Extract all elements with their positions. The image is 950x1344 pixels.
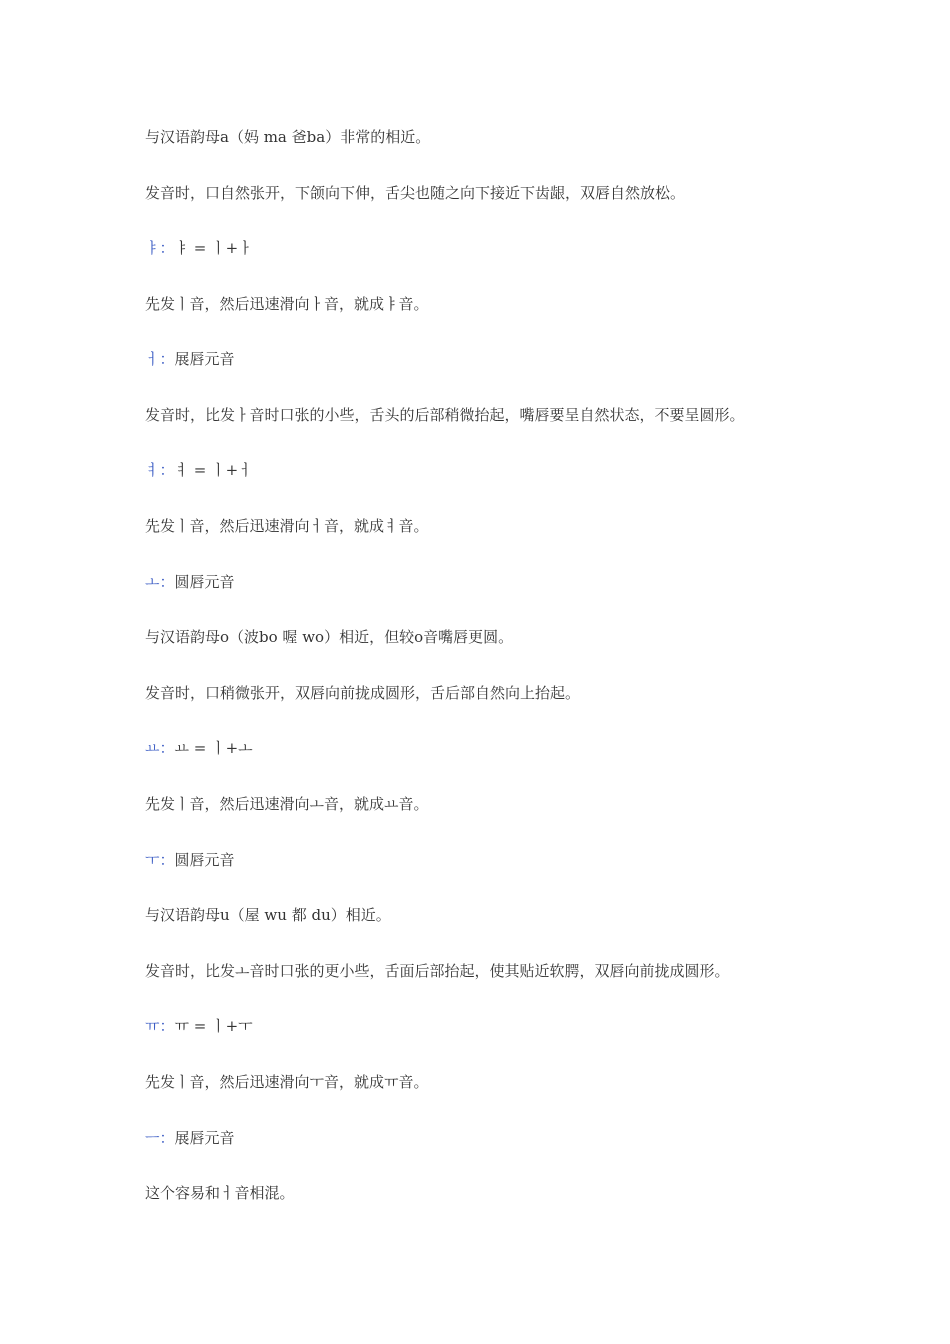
text-line (145, 127, 430, 147)
text-line (145, 405, 745, 425)
line-text: 展唇元音 (174, 1129, 235, 1147)
line-text: 发音时，口自然张开，下颌向下伸，舌尖也随之向下接近下齿龈，双唇自然放松。 (145, 184, 686, 202)
text-line (145, 183, 685, 203)
vowel-label: ㅛ： (145, 739, 175, 757)
vowel-label: ㅜ： (145, 851, 175, 869)
line-text: 先发ㅣ音，然后迅速滑向ㅏ音，就成ㅑ音。 (145, 295, 429, 313)
text-line (145, 961, 730, 981)
text-line (145, 850, 235, 870)
line-text: 圆唇元音 (174, 573, 235, 591)
line-text: ㅠ = ㅣ+ㅜ (174, 1017, 253, 1035)
text-line (145, 294, 428, 314)
vowel-label: ㅕ： (145, 461, 175, 479)
text-line (145, 794, 428, 814)
text-line (145, 1183, 295, 1203)
line-text: ㅛ = ㅣ+ㅗ (174, 739, 253, 757)
vowel-label: ㅠ： (145, 1017, 175, 1035)
text-line (145, 738, 253, 758)
vowel-label: ㅗ： (145, 573, 175, 591)
text-line (145, 516, 428, 536)
line-text: 发音时，比发ㅏ音时口张的小些，舌头的后部稍微抬起，嘴唇要呈自然状态，不要呈圆形。 (145, 406, 745, 424)
line-text: 发音时，比发ㅗ音时口张的更小些，舌面后部抬起，使其贴近软腭，双唇向前拢成圆形。 (145, 962, 730, 980)
text-line (145, 349, 235, 369)
text-line (145, 905, 391, 925)
line-text: 先发ㅣ音，然后迅速滑向ㅗ音，就成ㅛ音。 (145, 795, 429, 813)
text-line (145, 1072, 428, 1092)
line-text: ㅕ = ㅣ+ㅓ (174, 461, 253, 479)
text-line (145, 238, 253, 258)
vowel-label: ㅡ： (145, 1129, 175, 1147)
vowel-label: ㅑ： (145, 239, 175, 257)
line-text: 发音时，口稍微张开，双唇向前拢成圆形，舌后部自然向上抬起。 (145, 684, 581, 702)
text-line (145, 683, 580, 703)
line-text: 与汉语韵母a（妈 ma 爸ba）非常的相近。 (145, 128, 431, 146)
line-text: 与汉语韵母u（屋 wu 都 du）相近。 (145, 906, 391, 924)
line-text: 先发ㅣ音，然后迅速滑向ㅓ音，就成ㅕ音。 (145, 517, 429, 535)
text-line (145, 627, 513, 647)
vowel-label: ㅓ： (145, 350, 175, 368)
text-line (145, 572, 235, 592)
line-text: 这个容易和ㅓ音相混。 (145, 1184, 295, 1202)
line-text: 圆唇元音 (174, 851, 235, 869)
text-line (145, 460, 253, 480)
line-text: 先发ㅣ音，然后迅速滑向ㅜ音，就成ㅠ音。 (145, 1073, 429, 1091)
text-line (145, 1128, 235, 1148)
line-text: ㅑ = ㅣ+ㅏ (174, 239, 253, 257)
text-line (145, 1016, 253, 1036)
line-text: 展唇元音 (174, 350, 235, 368)
line-text: 与汉语韵母o（波bo 喔 wo）相近，但较o音嘴唇更圆。 (145, 628, 514, 646)
